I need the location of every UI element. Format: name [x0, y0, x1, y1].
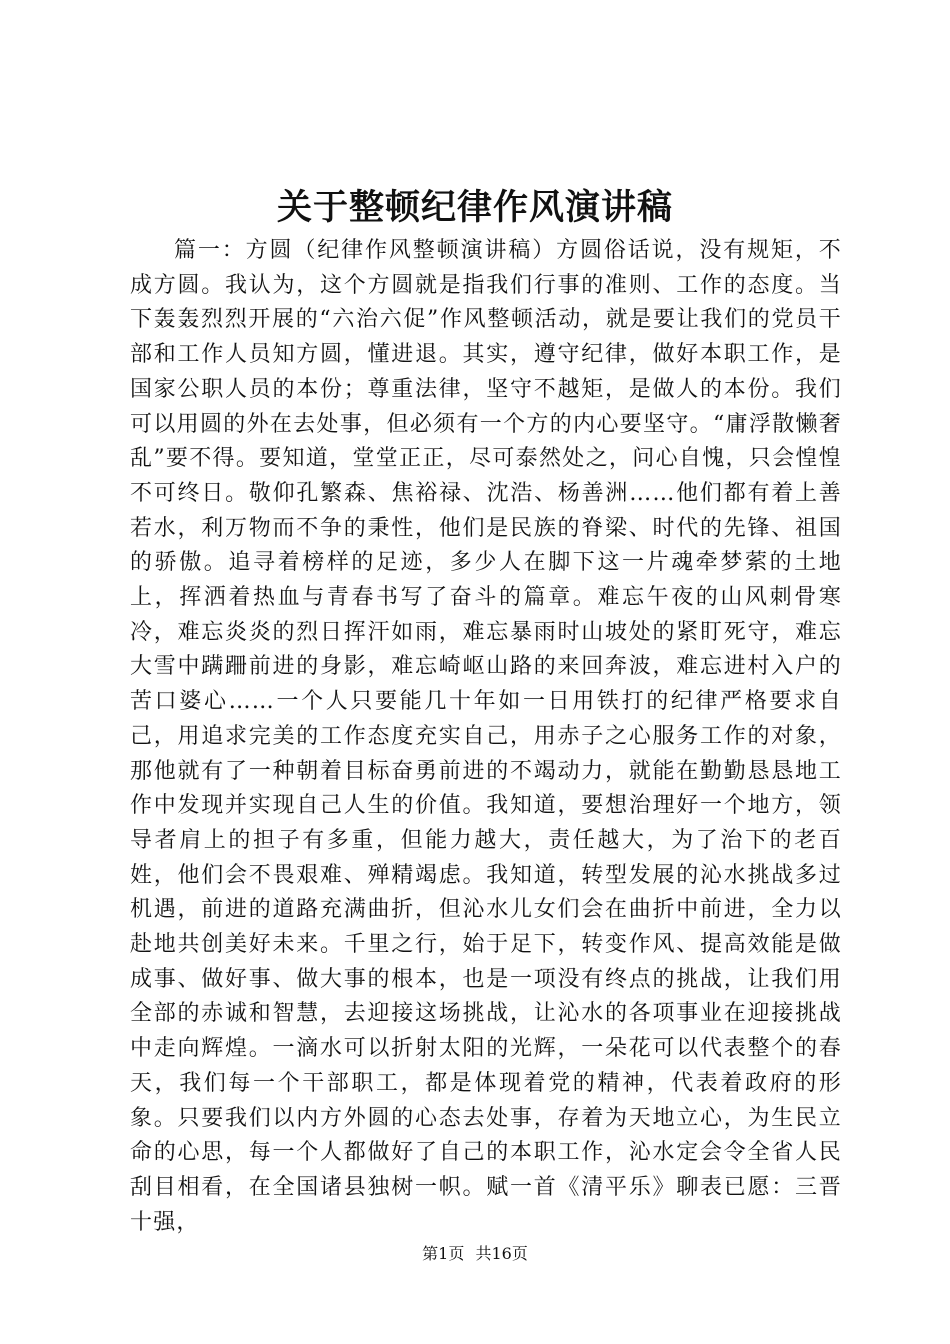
- page-number: 第1页: [422, 1244, 465, 1263]
- document-title: 关于整顿纪律作风演讲稿: [276, 187, 673, 228]
- page-total: 共16页: [475, 1244, 528, 1263]
- document-paragraph: 篇一：方圆（纪律作风整顿演讲稿）方圆俗话说，没有规矩，不成方圆。我认为，这个方圆就是指我们行事的准则、工作的态度。当下轰轰烈烈开展的“六治六促”作风整顿活动，就是要让我们的党员干部和工作人员知方圆，懂进退。其实，遵守纪律，做好本职工作，是国家公职人员的本份；尊重法律，坚守不越矩，是做人的本份。我们可以用圆的外在去处事，但必须有一个方的内心要坚守。“庸浮散懒奢乱”要不得。要知道，堂堂正正，尽可泰然处之，问心自愧，只会惶惶不可终日。敬仰孔繁森、焦裕禄、沈浩、杨善洲……他们都有着上善若水，利万物而不争的秉性，他们是民族的脊梁、时代的先锋、祖国的骄傲。追寻着榜样的足迹，多少人在脚下这一片魂牵梦萦的土地上，挥洒着热血与青春书写了奋斗的篇章。难忘午夜的山风刺骨寒冷，难忘炎炎的烈日挥汗如雨，难忘暴雨时山坡处的紧盯死守，难忘大雪中蹒跚前进的身影，难忘崎岖山路的来回奔波，难忘进村入户的苦口婆心……一个人只要能几十年如一日用铁打的纪律严格要求自己，用追求完美的工作态度充实自己，用赤子之心服务工作的对象，那他就有了一种朝着目标奋勇前进的不竭动力，就能在勤勤恳恳地工作中发现并实现自己人生的价值。我知道，要想治理好一个地方，领导者肩上的担子有多重，但能力越大，责任越大，为了治下的老百姓，他们会不畏艰难、殚精竭虑。我知道，转型发展的沁水挑战多过机遇，前进的道路充满曲折，但沁水儿女们会在曲折中前进，全力以赴地共创美好未来。千里之行，始于足下，转变作风、提高效能是做成事、做好事、做大事的根本，也是一项没有终点的挑战，让我们用全部的赤诚和智慧，去迎接这场挑战，让沁水的各项事业在迎接挑战中走向辉煌。一滴水可以折射太阳的光辉，一朵花可以代表整个的春天，我们每一个干部职工，都是体现着党的精神，代表着政府的形象。只要我们以内方外圆的心态去处事，存着为天地立心，为生民立命的心思，每一个人都做好了自己的本职工作，沁水定会令全省人民刮目相看，在全国诸县独树一帜。赋一首《清平乐》聊表已愿：三晋十强，: [130, 238, 842, 1235]
- page-footer: [0, 1243, 950, 1265]
